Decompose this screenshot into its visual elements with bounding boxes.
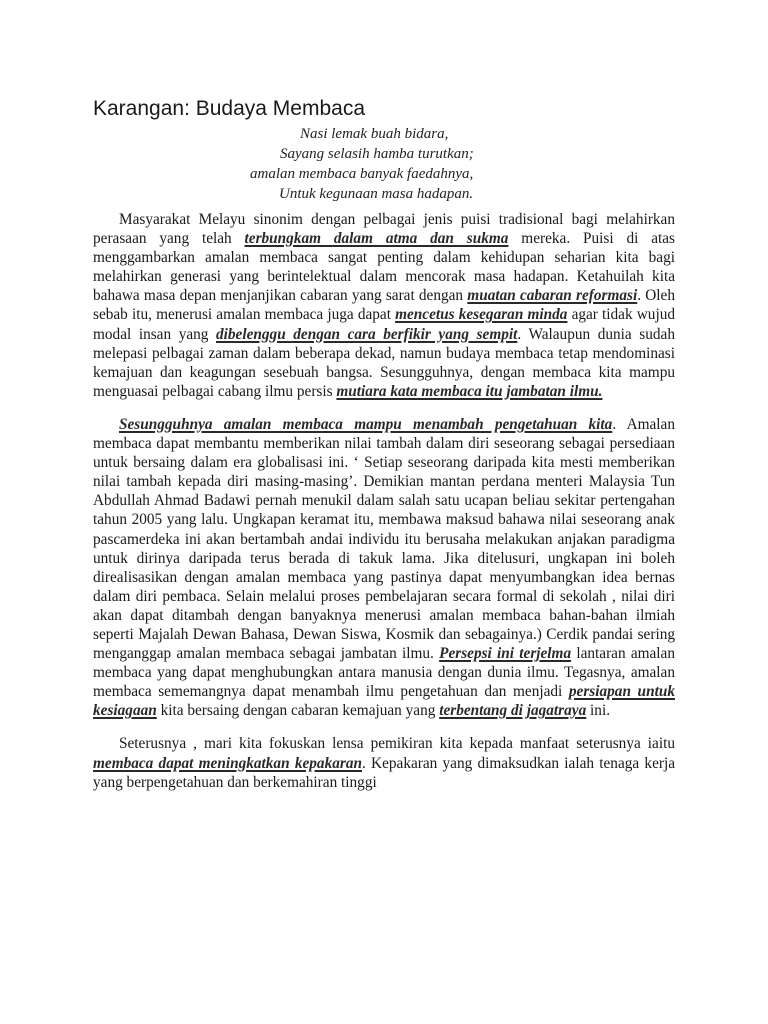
poem-line: amalan membaca banyak faedahnya, <box>250 166 474 182</box>
highlighted-phrase: membaca dapat meningkatkan kepakaran <box>93 754 362 772</box>
text-run: . Oleh sebab itu, menerusi amalan membaca juga dapat <box>93 287 675 324</box>
paragraph-point-one <box>93 415 675 721</box>
highlighted-phrase: muatan cabaran reformasi <box>467 287 638 305</box>
essay-body <box>93 210 675 806</box>
document-title: Karangan: Budaya Membaca <box>93 97 366 120</box>
paragraph-introduction <box>93 210 675 401</box>
poem-line: Untuk kegunaan masa hadapan. <box>279 186 474 202</box>
text-run: ini. <box>586 702 611 720</box>
paragraph-point-two <box>93 734 675 791</box>
highlighted-phrase: mutiara kata membaca itu jambatan ilmu. <box>336 382 603 400</box>
highlighted-phrase: terbentang di jagatraya <box>439 702 587 720</box>
text-run: lantaran amalan membaca yang dapat menghubungkan antara manusia dengan dunia ilmu. Tegasnya, amalan membaca sememangnya dapat menambah ilmu pengetahuan dan menjadi <box>93 645 675 701</box>
highlighted-phrase: dibelenggu dengan cara berfikir yang sempit <box>216 325 518 343</box>
text-run: Seterusnya , mari kita fokuskan lensa pemikiran kita kepada manfaat seterusnya iaitu <box>119 735 675 753</box>
text-run: . Amalan membaca dapat membantu memberikan nilai tambah dalam diri seseorang sebagai persediaan untuk bersaing dalam era globalisasi ini. ‘ Setiap seseorang daripada kita mesti memberikan nilai tambah kepada diri masing-masing’. Demikian mantan perdana menteri Malaysia Tun Abdullah Ahmad Badawi pernah menukil dalam salah satu ucapan beliau sekitar pertengahan tahun 2005 yang lalu. Ungkapan keramat itu, membawa maksud bahawa nilai seseorang anak pascamerdeka ini akan bertambah andai individu itu berusaha melakukan anjakan paradigma untuk dirinya daripada terus berada di takuk lama. Jika ditelusuri, ungkapan ini boleh direalisasikan dengan amalan membaca yang pastinya dapat menyumbangkan idea bernas dalam diri pembaca. Selain melalui proses pembelajaran secara formal di sekolah , nilai diri akan dapat ditambah dengan banyaknya menerusi amalan membaca bahan-bahan ilmiah seperti Majalah Dewan Bahasa, Dewan Siswa, Kosmik dan sebagainya.) Cerdik pandai sering menganggap amalan membaca sebagai jambatan ilmu. <box>93 415 675 663</box>
highlighted-phrase: mencetus kesegaran minda <box>395 306 568 324</box>
text-run: . Kepakaran yang dimaksudkan ialah tenaga kerja yang berpengetahuan dan berkemahiran tinggi <box>93 754 675 791</box>
text-run: mereka. Puisi di atas menggambarkan amalan membaca sangat penting dalam kehidupan seharian kita bagi melahirkan generasi yang berintelektual dalam mencorak masa hadapan. Ketahuilah kita bahawa masa depan menjanjikan cabaran yang sarat dengan <box>93 230 675 305</box>
poem-line: Sayang selasih hamba turutkan; <box>280 146 474 162</box>
highlighted-phrase: terbungkam dalam atma dan sukma <box>244 230 509 248</box>
text-run: Masyarakat Melayu sinonim dengan pelbagai jenis puisi tradisional bagi melahirkan perasaan yang telah <box>93 211 675 248</box>
poem-line: Nasi lemak buah bidara, <box>300 126 449 142</box>
pantun-poem <box>93 124 675 204</box>
text-run: kita bersaing dengan cabaran kemajuan yang <box>156 702 440 720</box>
highlighted-phrase: persiapan untuk kesiagaan <box>93 683 675 720</box>
text-run: agar tidak wujud modal insan yang <box>93 306 676 343</box>
highlighted-phrase: Persepsi ini terjelma <box>439 645 572 663</box>
text-run: . Walaupun dunia sudah melepasi pelbagai zaman dalam beberapa dekad, namun budaya membaca tetap mendominasi kemajuan dan keagungan sesebuah bangsa. Sesungguhnya, dengan membaca kita mampu menguasai pelbagai cabang ilmu persis <box>93 325 675 400</box>
highlighted-phrase: Sesungguhnya amalan membaca mampu menambah pengetahuan kita <box>119 415 613 433</box>
